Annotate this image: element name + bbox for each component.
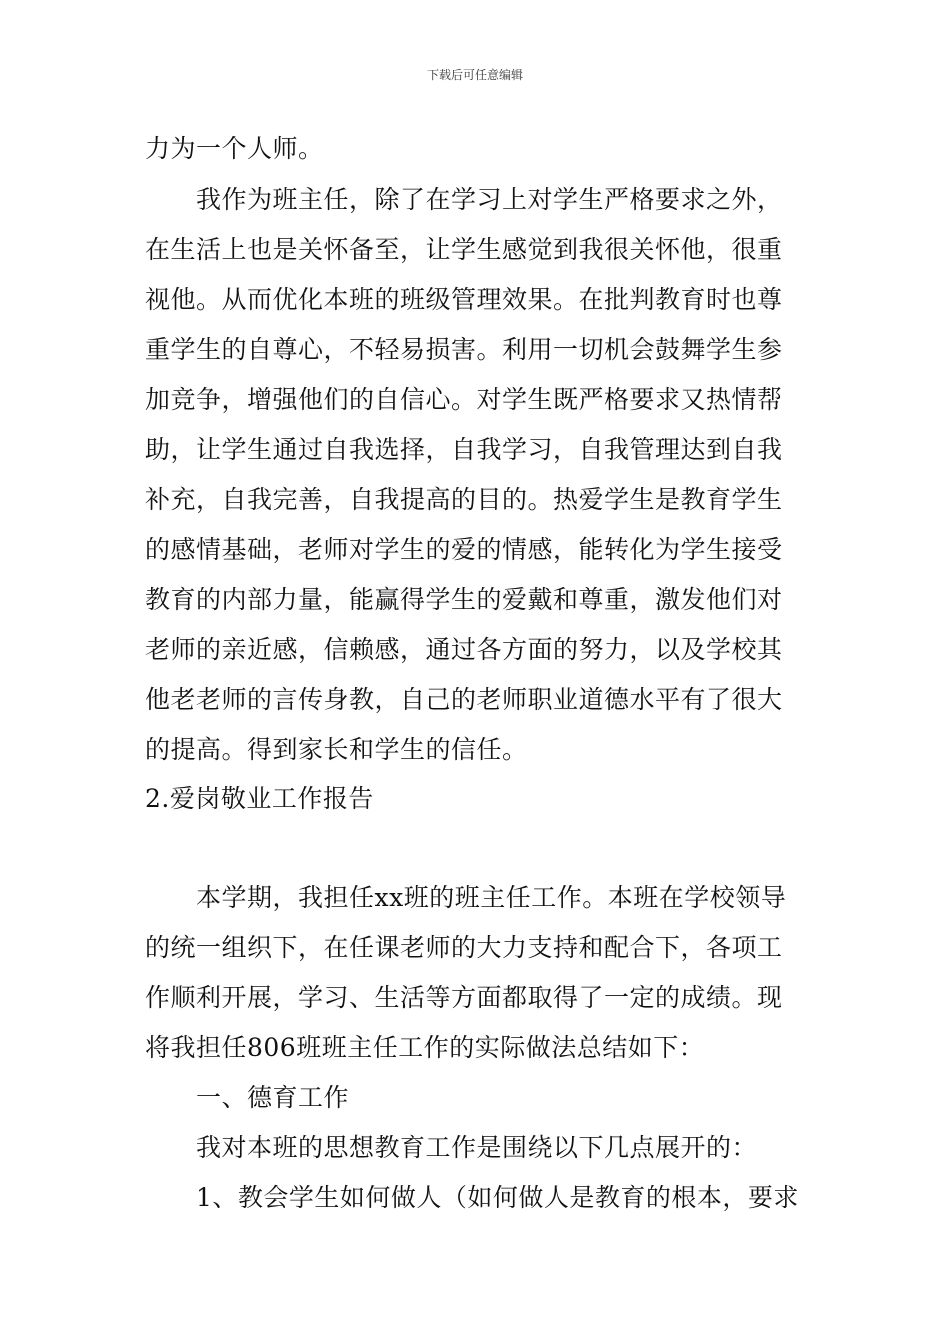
- section-heading: 2.爱岗敬业工作报告: [145, 784, 374, 813]
- text-line: 作顺利开展，学习、生活等方面都取得了一定的成绩。现: [145, 983, 783, 1012]
- text-line: 1、教会学生如何做人（如何做人是教育的根本，要求: [196, 1183, 799, 1212]
- text-line: 加竞争，增强他们的自信心。对学生既严格要求又热情帮: [145, 385, 783, 414]
- text-line: 重学生的自尊心，不轻易损害。利用一切机会鼓舞学生参: [145, 335, 783, 364]
- text-line: 力为一个人师。: [145, 134, 324, 163]
- text-line: 在生活上也是关怀备至，让学生感觉到我很关怀他，很重: [145, 235, 783, 264]
- text-line: 教育的内部力量，能赢得学生的爱戴和尊重，激发他们对: [145, 585, 783, 614]
- text-line: 我作为班主任，除了在学习上对学生严格要求之外，: [196, 185, 783, 214]
- text-line: 将我担任806班班主任工作的实际做法总结如下：: [145, 1033, 705, 1062]
- text-line: 他老老师的言传身教，自己的老师职业道德水平有了很大: [145, 685, 783, 714]
- text-line: 的感情基础，老师对学生的爱的情感，能转化为学生接受: [145, 535, 783, 564]
- text-line: 的统一组织下，在任课老师的大力支持和配合下，各项工: [145, 933, 783, 962]
- text-line: 视他。从而优化本班的班级管理效果。在批判教育时也尊: [145, 285, 783, 314]
- text-line: 本学期，我担任xx班的班主任工作。本班在学校领导: [196, 883, 787, 912]
- text-line: 补充，自我完善，自我提高的目的。热爱学生是教育学生: [145, 485, 783, 514]
- text-line: 老师的亲近感，信赖感，通过各方面的努力，以及学校其: [145, 635, 783, 664]
- page-header: 下载后可任意编辑: [426, 68, 523, 82]
- subsection-heading: 一、德育工作: [196, 1083, 350, 1112]
- text-line: 我对本班的思想教育工作是围绕以下几点展开的：: [196, 1133, 758, 1162]
- text-line: 助，让学生通过自我选择，自我学习，自我管理达到自我: [145, 435, 783, 464]
- text-line: 的提高。得到家长和学生的信任。: [145, 735, 528, 764]
